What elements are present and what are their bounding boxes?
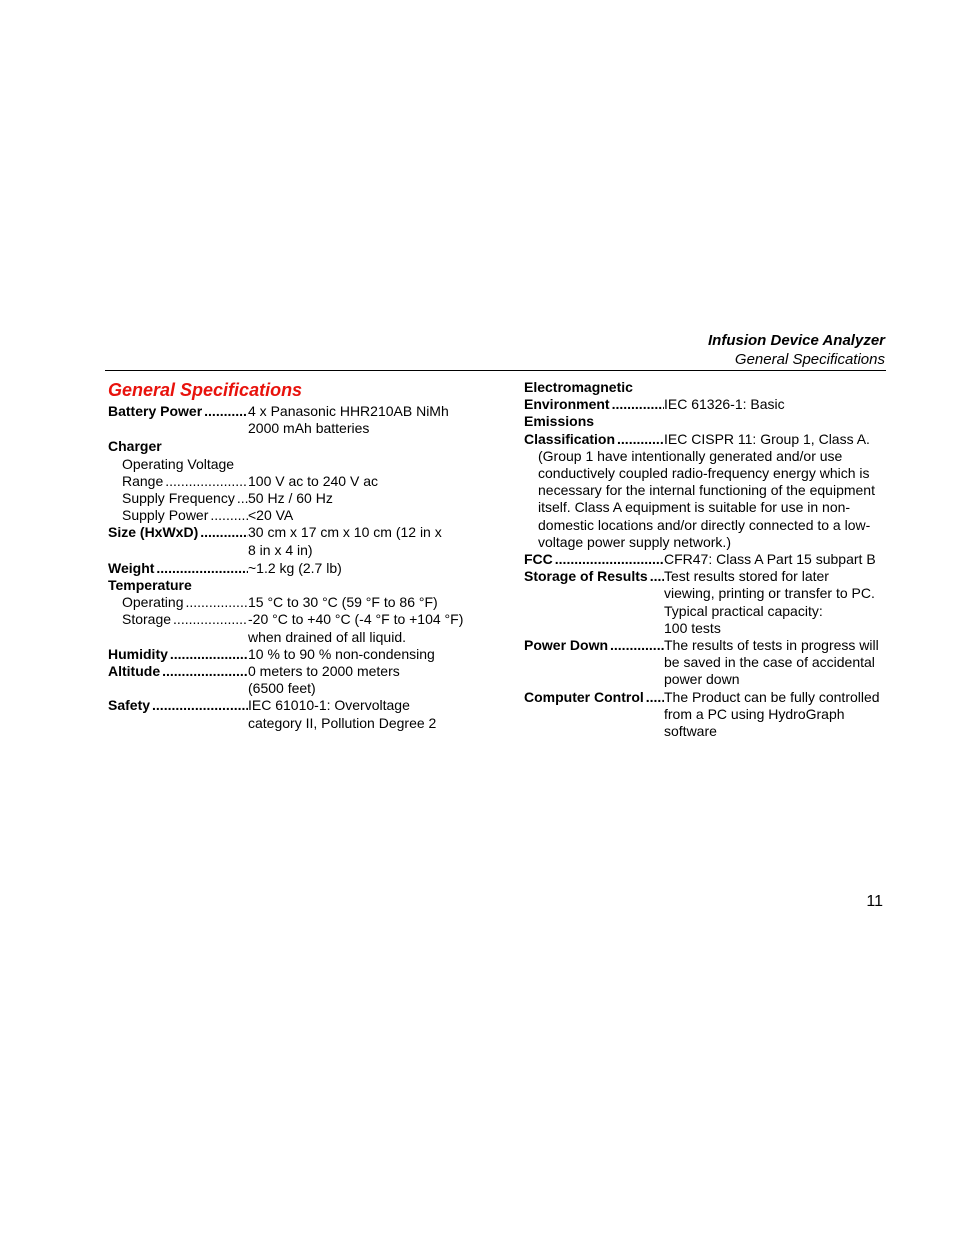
leader-dots: [168, 646, 248, 663]
spec-value: 50 Hz / 60 Hz: [248, 490, 333, 507]
spec-heading-charger: Charger: [108, 438, 162, 455]
spec-label: Weight: [108, 559, 155, 576]
spec-value: 4 x Panasonic HHR210AB NiMh: [248, 403, 449, 419]
spec-value: power down: [664, 671, 740, 688]
spec-label: Battery Power: [108, 403, 203, 419]
spec-safety: [108, 697, 478, 731]
leader-dots: [644, 689, 664, 741]
spec-operating-temperature: [108, 594, 478, 611]
spec-label: Supply Power: [122, 507, 209, 524]
spec-value: 100 tests: [664, 619, 721, 636]
spec-value: <20 VA: [248, 507, 294, 524]
spec-power-down: [524, 637, 904, 689]
spec-classification: [524, 431, 904, 448]
spec-humidity: [108, 646, 478, 663]
leader-dots: [235, 490, 248, 507]
spec-altitude: [108, 663, 478, 697]
leader-dots: [183, 594, 248, 611]
spec-storage-of-results: [524, 568, 904, 637]
spec-value: category II, Pollution Degree 2: [248, 714, 437, 731]
spec-label: Operating: [122, 594, 184, 611]
leader-dots: [648, 568, 664, 637]
spec-value: The Product can be fully controlled: [664, 688, 880, 705]
spec-value: 0 meters to 2000 meters: [248, 663, 400, 680]
note-line: itself. Class A equipment is suitable for use in non-: [538, 499, 851, 516]
note-line: necessary for the internal functioning of the equipment: [538, 482, 875, 499]
spec-value: 30 cm x 17 cm x 10 cm (12 in x: [248, 524, 442, 541]
spec-heading-electromagnetic: Electromagnetic: [524, 379, 633, 395]
spec-label: Safety: [108, 697, 151, 714]
spec-supply-frequency: [108, 490, 478, 507]
running-header-title: Infusion Device Analyzer: [708, 332, 885, 349]
header-rule: [105, 370, 886, 371]
spec-value: ~1.2 kg (2.7 lb): [248, 559, 342, 576]
spec-value: Test results stored for later: [664, 568, 829, 585]
spec-range: [108, 473, 478, 490]
spec-value: when drained of all liquid.: [248, 628, 406, 645]
spec-size: [108, 524, 478, 558]
spec-battery-power: [108, 403, 478, 437]
running-header-subtitle: General Specifications: [734, 351, 885, 368]
spec-value: Typical practical capacity:: [664, 602, 823, 619]
leader-dots: [154, 560, 248, 577]
spec-label: Size (HxWxD): [108, 524, 199, 541]
spec-label: Altitude: [108, 663, 161, 680]
spec-heading-emissions: Emissions: [524, 413, 595, 430]
spec-value: IEC 61010-1: Overvoltage: [248, 697, 410, 714]
spec-storage-temperature: [108, 611, 478, 645]
spec-value: 10 % to 90 % non-condensing: [248, 645, 435, 662]
leader-dots: [198, 524, 248, 558]
spec-value: (6500 feet): [248, 680, 316, 697]
spec-value: IEC CISPR 11: Group 1, Class A.: [664, 430, 870, 447]
spec-value: 100 V ac to 240 V ac: [248, 472, 378, 489]
spec-value: CFR47: Class A Part 15 subpart B: [664, 551, 876, 568]
spec-label: Storage: [122, 611, 172, 628]
spec-heading-temperature: Temperature: [108, 577, 192, 594]
spec-label: Humidity: [108, 645, 168, 662]
note-line: (Group 1 have intentionally generated and/or use: [538, 447, 843, 464]
spec-value: -20 °C to +40 °C (-4 °F to +104 °F): [248, 611, 464, 628]
right-column: [524, 379, 904, 740]
leader-dots: [160, 663, 248, 697]
leader-dots: [610, 396, 664, 413]
leader-dots: [608, 637, 664, 689]
spec-value: from a PC using HydroGraph: [664, 705, 845, 722]
spec-label: Environment: [524, 396, 610, 413]
leader-dots: [163, 473, 248, 490]
leader-dots: [150, 697, 248, 731]
spec-label: FCC: [524, 551, 553, 568]
spec-computer-control: [524, 689, 904, 741]
spec-em-environment: [524, 396, 904, 413]
spec-value: be saved in the case of accidental: [664, 654, 875, 671]
spec-label: Classification: [524, 430, 616, 447]
spec-label: Computer Control: [524, 688, 644, 705]
leader-dots: [171, 611, 248, 645]
spec-label: Power Down: [524, 637, 609, 654]
note-line: domestic locations and/or directly connected to a low-: [538, 516, 871, 533]
spec-value: IEC 61326-1: Basic: [664, 396, 785, 413]
spec-value: 8 in x 4 in): [248, 541, 313, 558]
spec-label: Storage of Results: [524, 568, 648, 585]
spec-value: 2000 mAh batteries: [248, 420, 370, 437]
left-column: [108, 403, 478, 732]
leader-dots: [615, 431, 664, 448]
leader-dots: [208, 507, 248, 524]
spec-label: Range: [122, 472, 164, 489]
note-line: voltage power supply network.): [538, 533, 731, 550]
spec-subheading-operating-voltage: Operating Voltage: [122, 455, 235, 472]
leader-dots: [553, 551, 664, 568]
classification-note: [524, 448, 890, 551]
spec-supply-power: [108, 507, 478, 524]
spec-value: viewing, printing or transfer to PC.: [664, 585, 875, 602]
note-line: conductively coupled radio-frequency energy which is: [538, 465, 870, 482]
leader-dots: [202, 403, 248, 437]
spec-value: software: [664, 723, 717, 740]
section-title: General Specifications: [108, 380, 303, 400]
page-number: 11: [866, 893, 883, 910]
spec-value: 15 °C to 30 °C (59 °F to 86 °F): [248, 594, 438, 611]
spec-fcc: [524, 551, 904, 568]
spec-label: Supply Frequency: [122, 490, 235, 507]
spec-value: The results of tests in progress will: [664, 637, 879, 654]
spec-weight: [108, 560, 478, 577]
